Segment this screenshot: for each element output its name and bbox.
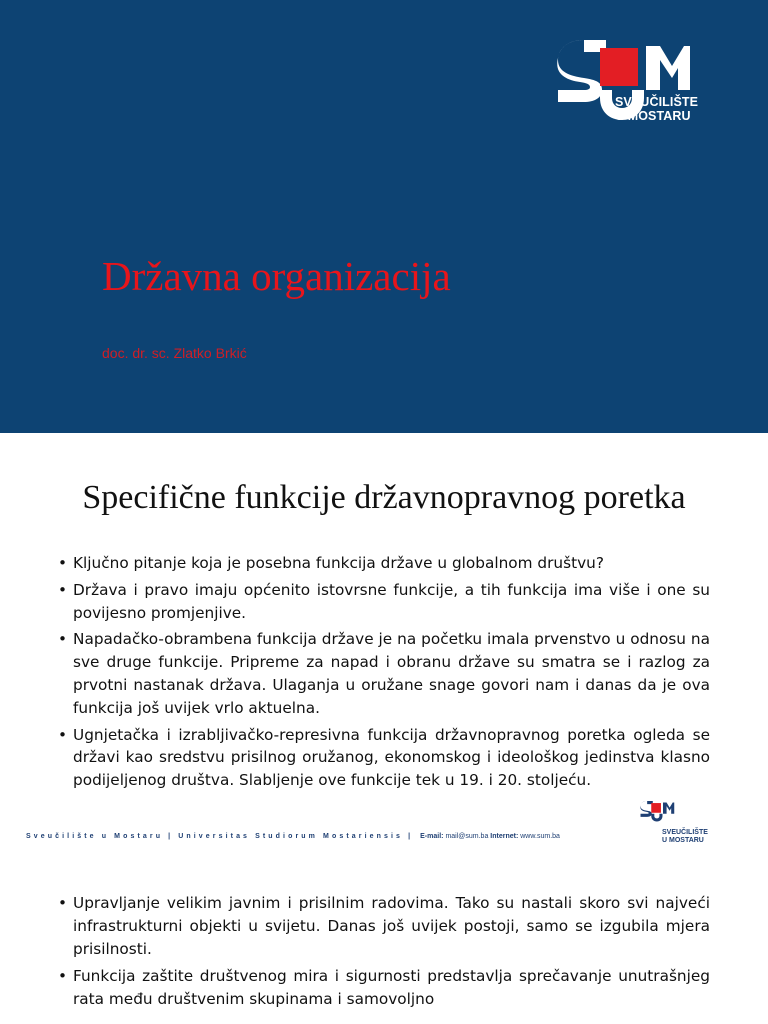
footer-logo-line1: SVEUČILIŠTE xyxy=(662,829,708,836)
bullet-item: • Funkcija zaštite društvenog mira i sigurnosti predstavlja sprečavanje unutrašnjeg rata među društvenim skupinama i samovoljno xyxy=(58,965,710,1011)
bullet-item: • Država i pravo imaju općenito istovrsne funkcije, a tih funkcija ima više i one su povijesno promjenjive. xyxy=(58,579,710,625)
footer-logo-line2: U MOSTARU xyxy=(662,837,704,844)
logo-text xyxy=(615,95,698,123)
bullet-item: • Ključno pitanje koja je posebna funkcija države u globalnom društvu? xyxy=(58,552,710,575)
footer-bar xyxy=(26,833,560,840)
sum-logo-small-icon xyxy=(640,794,686,830)
bullet-item: • Upravljanje velikim javnim i prisilnim radovima. Tako su nastali skoro svi najveći infrastrukturni objekti u svijetu. Danas još uvijek postoji, samo se izgubila mjera prisilnosti. xyxy=(58,892,710,960)
footer-internet-label: Internet: xyxy=(490,833,519,840)
bullet-list-continued xyxy=(58,892,710,1016)
footer-email-label: E-mail: xyxy=(420,833,444,840)
logo-line1: SVEUČILIŠTE xyxy=(615,95,699,109)
title-slide xyxy=(0,0,768,433)
content-slide xyxy=(0,433,768,1024)
slide-heading: Specifične funkcije državnopravnog poretka xyxy=(82,479,686,516)
logo-line2: U MOSTARU xyxy=(615,109,691,123)
footer-internet[interactable]: www.sum.ba xyxy=(520,833,560,840)
footer-text: Sveučilište u Mostaru | Universitas Studiorum Mostariensis | xyxy=(26,833,414,840)
footer-email[interactable]: mail@sum.ba xyxy=(445,833,489,840)
slide-title: Državna organizacija xyxy=(102,253,451,299)
author-name: doc. dr. sc. Zlatko Brkić xyxy=(102,345,247,361)
footer-logo-text xyxy=(662,829,708,845)
bullet-item: • Napadačko-obrambena funkcija države je na početku imala prvenstvo u odnosu na sve druge funkcije. Pripreme za napad i obranu države su smatra se i razlog za prvotni nastanak država. Ulaganja u oružane snage govori nam i danas da je ova funkcija još uvijek vrlo aktuelna. xyxy=(58,628,710,719)
bullet-item: • Ugnjetačka i izrabljivačko-represivna funkcija državnopravnog poretka ogleda se državi kao sredstvu prisilnog oružanog, ekonomskog i ideološkog jedinstva klasno podijeljenog društva. Slabljenje ove funkcije tek u 19. i 20. stoljeću. xyxy=(58,724,710,792)
bullet-list xyxy=(58,552,710,796)
